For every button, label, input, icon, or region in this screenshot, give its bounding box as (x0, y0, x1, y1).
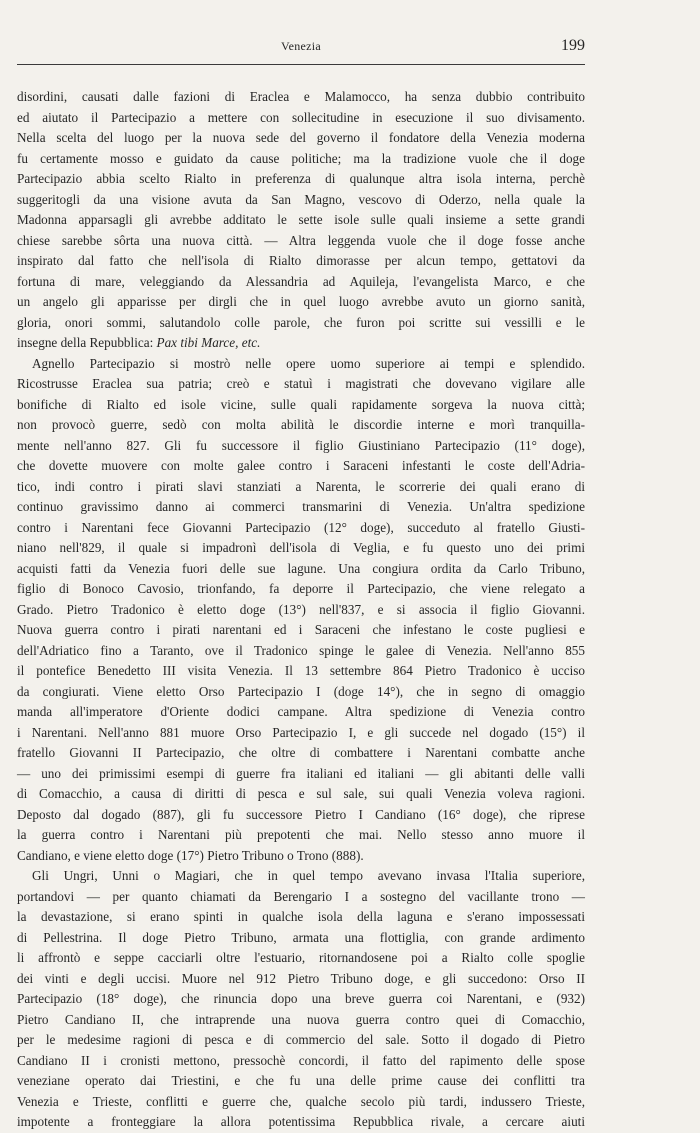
text-line: insegne della Repubblica: Pax tibi Marce, etc. (17, 335, 261, 350)
text-line: — uno dei primissimi esempi di guerre fra italiani ed italiani — gli abitanti delle valli (17, 765, 585, 781)
text-line: niano nell'829, il quale si impadronì dell'isola di Veglia, e fu questo uno dei primi (17, 540, 585, 555)
text-line: Candiano, e viene eletto doge (17°) Pietro Tribuno o Trono (888). (17, 847, 364, 863)
text-line: un angelo gli apparisse per dirgli che in quel luogo avrebbe avuto un giorno sanità, (17, 294, 585, 309)
text-line: figlio di Bonoco Cavosio, trionfando, fa deporre il Partecipazio, che viene relegato a (17, 581, 585, 596)
text-line: la devastazione, si erano spinti in qualche isola della laguna e s'erano impossessati (17, 909, 585, 924)
text-line: il pontefice Benedetto III visita Venezia. Il 13 settembre 864 Pietro Tradonico è ucciso (17, 663, 585, 678)
text-line: li affrontò e seppe cacciarli oltre l'estuario, ritornandosene poi a Rialto colle spoglie (17, 950, 585, 965)
text-line: tico, indi contro i pirati slavi stanziati a Narenta, le scorrerie dei quali erano di (17, 478, 585, 494)
text-line: Ricostrusse Eraclea sua patria; creò e statuì i magistrati che dovevano vigilare alle (17, 376, 585, 391)
text-line: chiese sarebbe sôrta una nuova città. — Altra leggenda vuole che il doge fosse anche (17, 232, 585, 248)
text-line: per le medesime ragioni di pesca e di commercio del sale. Sotto il dogado di Pietro (17, 1032, 585, 1047)
text-line: di Pellestrina. Il doge Pietro Tribuno, armata una flottiglia, con grande ardimento (17, 929, 585, 945)
text-line: Grado. Pietro Tradonico è eletto doge (13°) nell'837, e si associa il figlio Giovanni. (17, 601, 585, 617)
text-line: Nella scelta del luogo per la nuova sede del governo il fondatore della Venezia moderna (17, 130, 585, 145)
text-line: mente nell'anno 827. Gli fu successore il figlio Giustiniano Partecipazio (11° doge), (17, 437, 585, 453)
latin-motto: Pax tibi Marce, etc. (156, 335, 261, 350)
text-line: Gli Ungri, Unni o Magiari, che in quel tempo avevano invasa l'Italia superiore, (32, 868, 585, 883)
text-line: Agnello Partecipazio si mostrò nelle opere uomo superiore ai tempi e splendido. (32, 355, 585, 371)
text-line: Nuova guerra contro i pirati narentani ed i Saraceni che infestano le coste pugliesi e (17, 622, 585, 637)
text-line: Partecipazio abbia scelto Rialto in preferenza di qualunque altra isola interna, perchè (17, 171, 585, 186)
text-line: Venezia e Trieste, conflitti e guerre che, qualche secolo più tardi, indussero Trieste, (17, 1093, 585, 1109)
text-line: che dovette muovere con molte galee contro i Saraceni infestanti le coste dell'Adria- (17, 458, 585, 473)
text-line: contro i Narentani fece Giovanni Partecipazio (12° doge), succeduto al fratello Giusti- (17, 519, 585, 535)
text-line: Madonna apparsagli gli avrebbe additato le sette isole sulle quali insieme a sette grandi (17, 212, 585, 227)
text-line: Pietro Candiano II, che intraprende una nuova guerra contro quei di Comacchio, (17, 1011, 585, 1027)
text-line: fu certamente mosso e guidato da cause politiche; ma la tradizione vuole che il doge (17, 150, 585, 166)
text-line: ed aiutato il Partecipazio a mettere con sollecitudine in esecuzione il suo divisamento. (17, 109, 585, 125)
text-line: Candiano II i cronisti mettono, pressochè concordi, il fatto del rapimento delle spose (17, 1052, 585, 1068)
text-line: impotente a fronteggiare la allora potentissima Repubblica rivale, a cercare aiuti (17, 1114, 585, 1129)
text-line: dei vinti e degli uccisi. Muore nel 912 Pietro Tribuno doge, e gli succedono: Orso II (17, 970, 585, 986)
text-line: veneziane operato dai Triestini, e che fu una delle prime cause dei conflitti tra (17, 1073, 585, 1088)
text-line: di Comacchio, a causa di diritti di pesca e sul sale, sui quali Venezia voleva ragioni. (17, 786, 585, 801)
text-line: non provocò guerre, sedò con molta abilità le discordie interne e morì tranquilla- (17, 417, 585, 432)
text-line: suggeritogli da una visione avuta da San Magno, vescovo di Oderzo, nella quale la (17, 191, 585, 207)
text-line: dell'Adriatico fino a Taranto, ove il Tradonico spinge le galee di Venezia. Nell'anno 855 (17, 642, 585, 658)
text-line: da congiurati. Viene eletto Orso Partecipazio I (doge 14°), che in segno di omaggio (17, 683, 585, 699)
text-line: acquisti fatti da Venezia fuori delle sue lagune. Una congiura ordita da Carlo Tribuno, (17, 560, 585, 576)
text-line: continuo gravissimo danno ai commerci transmarini di Venezia. Un'altra spedizione (17, 499, 585, 514)
text-line: Deposto dal dogado (887), gli fu successore Pietro I Candiano (16° doge), che riprese (17, 806, 585, 822)
text-line: bonifiche di Rialto ed isole vicine, sulle quali rapidamente sorgeva la nuova città; (17, 396, 585, 412)
text-line: i Narentani. Nell'anno 881 muore Orso Partecipazio I, e gli succede nel dogado (15°) il (17, 724, 585, 740)
text-line: inspirato dal fatto che nell'isola di Rialto dimorasse per alcun tempo, gettatovi da (17, 253, 585, 268)
text-line: manda all'imperatore d'Oriente dodici campane. Altra spedizione di Venezia contro (17, 704, 585, 719)
text-line: la guerra contro i Narentani più prepotenti che mai. Nello stesso anno muore il (17, 827, 585, 842)
page-header (17, 36, 585, 65)
text-line: fratello Giovanni II Partecipazio, che oltre di combattere i Narentani combatte anche (17, 745, 585, 760)
page-number: 199 (561, 37, 585, 54)
running-title: Venezia (280, 39, 322, 53)
text-line: disordini, causati dalle fazioni di Eraclea e Malamocco, ha senza dubbio contribuito (17, 89, 585, 104)
text-line: Partecipazio (18° doge), che rinuncia dopo una breve guerra coi Narentani, e (932) (17, 991, 585, 1006)
body-text (17, 87, 585, 1133)
text-line: gloria, onori sommi, salutandolo colle parole, che furon poi scritte sui vessilli e le (17, 314, 585, 330)
text-line: fortuna di mare, veleggiando da Alessandria ad Aquileja, l'evangelista Marco, e che (17, 273, 585, 289)
text-line: portandovi — per quanto chiamati da Berengario I a sostegno del vacillante trono — (17, 888, 585, 904)
